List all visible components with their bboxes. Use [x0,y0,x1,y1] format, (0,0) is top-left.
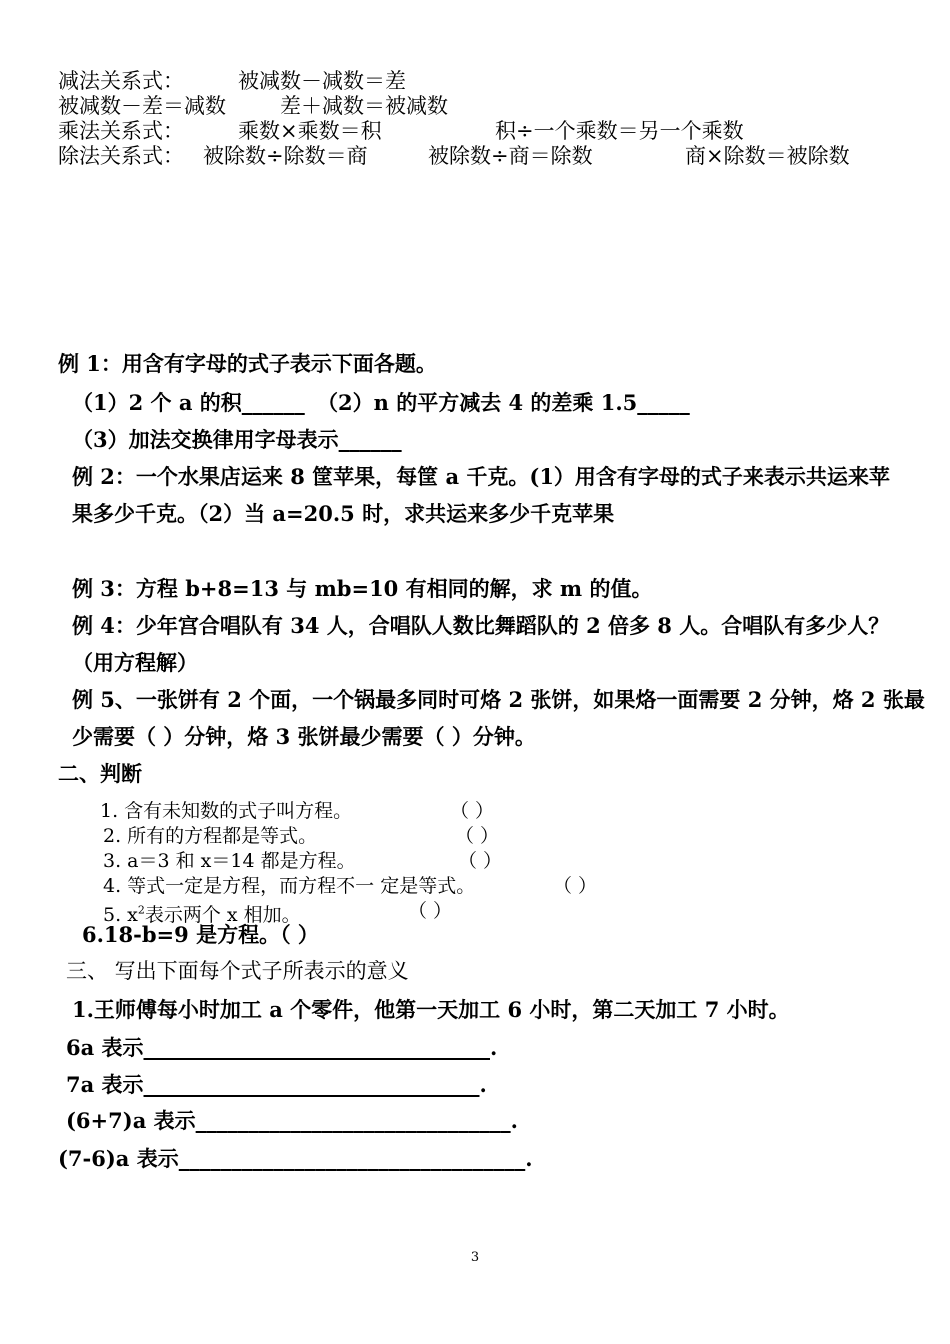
example-5-line-1: 例 5、一张饼有 2 个面，一个锅最多同时可烙 2 张饼，如果烙一面需要 2 分钟，烙 2 张最 [72,687,925,712]
relation-sub-row [58,68,406,94]
example-4-line-2: （用方程解） [72,650,198,675]
div-formula-1: 被除数÷除数＝商 [203,144,368,168]
judge-item-blank: （ ） [450,800,495,822]
meaning-answer-6a: 6a 表示_________________________________. [66,1035,498,1060]
div-label: 除法关系式： [58,144,184,168]
meaning-answer-7a: 7a 表示________________________________. [66,1072,487,1097]
example-4-line-1: 例 4：少年宫合唱队有 34 人，合唱队人数比舞蹈队的 2 倍多 8 人。合唱队有多少人？ [72,613,890,638]
div-formula-3: 商×除数＝被除数 [685,144,850,168]
sub-formula-3: 差＋减数＝被减数 [280,94,448,118]
meaning-heading: 三、 写出下面每个式子所表示的意义 [66,959,409,983]
mul-label: 乘法关系式： [58,119,184,143]
relation-mul-row [58,118,744,144]
meaning-question-1: 1.王师傅每小时加工 a 个零件，他第一天加工 6 小时，第二天加工 7 小时。 [72,997,790,1022]
judge-item-blank: （ ） [553,875,598,897]
judge-item-text: 3. a＝3 和 x＝14 都是方程。 [103,850,356,872]
judge-item-6: 6.18-b=9 是方程。（ ） [82,922,319,947]
meaning-answer-7minus6a: (7-6)a 表示_________________________________. [58,1146,533,1171]
judge-item-3 [103,848,503,874]
div-formula-2: 被除数÷商＝除数 [428,144,593,168]
judge-item-blank: （ ） [455,825,500,847]
judge-item-4 [103,873,598,899]
page-number: 3 [470,1250,480,1265]
judge-item-text: 1. 含有未知数的式子叫方程。 [100,800,353,822]
judge-item-blank: （ ） [408,900,453,922]
example-3: 例 3：方程 b+8=13 与 mb=10 有相同的解，求 m 的值。 [72,576,653,601]
judge-item-text: 5. $x^2$表示两个 x 相加。 [103,904,301,927]
example-1-q2: （2）n 的平方减去 4 的差乘 1.5_____ [317,390,690,415]
judge-item-text: 2. 所有的方程都是等式。 [103,825,318,847]
sub-label: 减法关系式： [58,69,184,93]
example-1-q3: （3）加法交换律用字母表示______ [72,427,402,452]
meaning-answer-6plus7a: (6+7)a 表示______________________________. [66,1108,518,1133]
example-1-title: 例 1：用含有字母的式子表示下面各题。 [58,351,437,376]
judge-item-2 [103,823,500,849]
example-2-line-1: 例 2：一个水果店运来 8 筐苹果，每筐 a 千克。(1）用含有字母的式子来表示共运来苹 [72,464,890,489]
judge-item-1 [100,798,495,824]
judge-heading: 二、判断 [58,761,142,786]
example-2-line-2: 果多少千克。（2）当 a=20.5 时，求共运来多少千克苹果 [72,501,615,526]
mul-formula-1: 乘数×乘数＝积 [238,119,382,143]
example-1-q1: （1）2 个 a 的积______ [72,390,305,415]
judge-item-blank: （ ） [458,850,503,872]
example-5-line-2: 少需要（ ）分钟，烙 3 张饼最少需要（ ）分钟。 [72,724,536,749]
judge-item-text: 4. 等式一定是方程，而方程不一 定是等式。 [103,875,476,897]
mul-formula-2: 积÷一个乘数＝另一个乘数 [495,119,744,143]
relation-div-row [58,143,850,169]
sub-formula-1: 被减数－减数＝差 [238,69,406,93]
relation-sub-row-2 [58,93,448,119]
sub-formula-2: 被减数－差＝减数 [58,94,226,118]
